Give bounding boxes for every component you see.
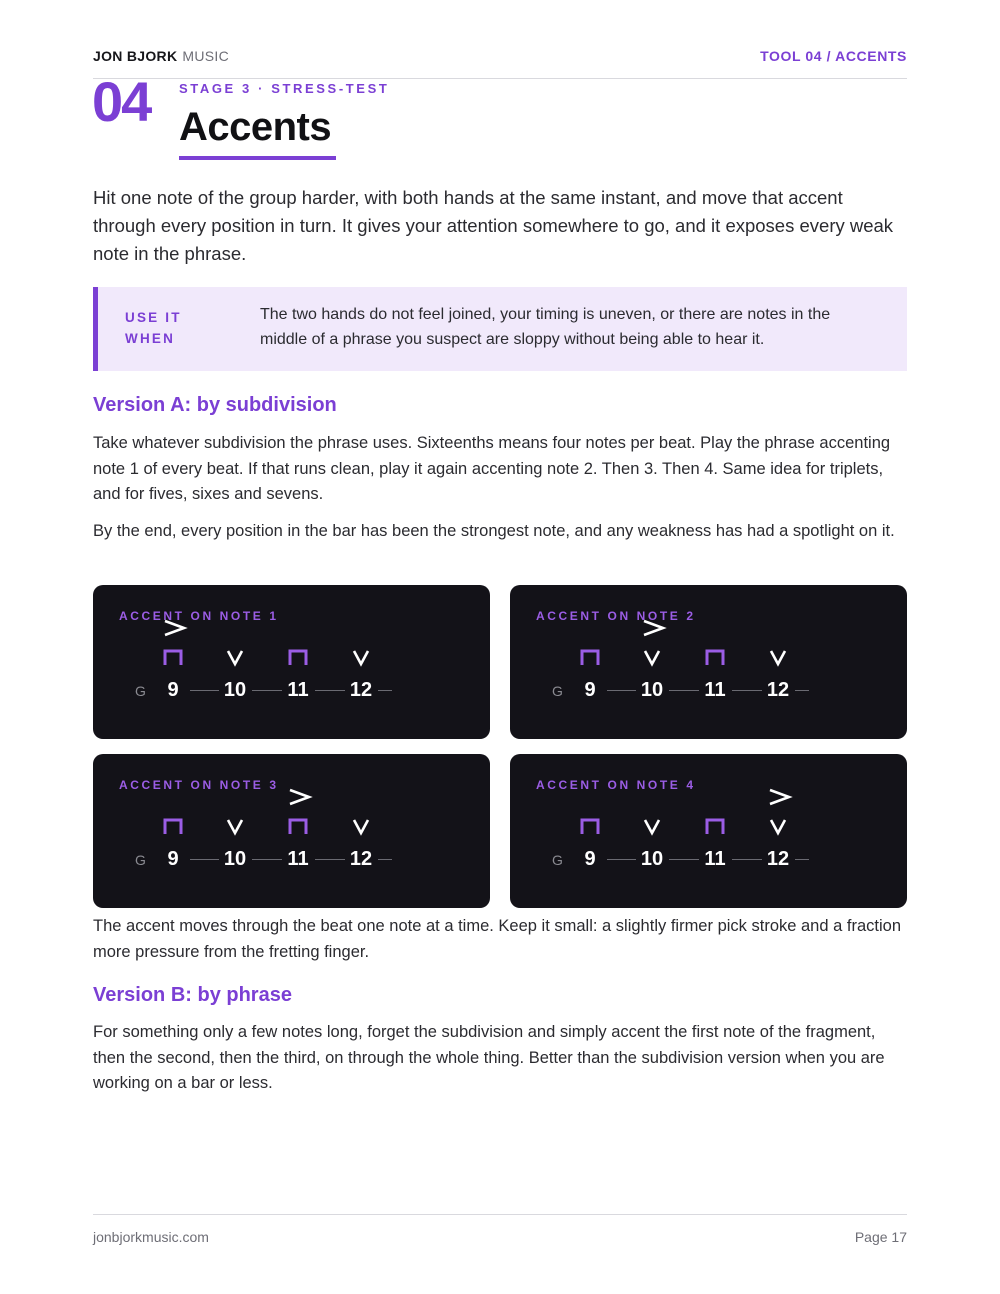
fret-number: 9 (167, 848, 179, 870)
accent-mark-icon (767, 786, 793, 808)
page-header (93, 48, 907, 79)
upstroke-icon (223, 647, 247, 667)
string-line (378, 690, 392, 691)
string-label: G (552, 852, 563, 868)
fret-number: 12 (766, 679, 790, 701)
string-line (315, 859, 345, 860)
downstroke-icon (578, 816, 602, 836)
callout-label: USE IT WHEN (125, 310, 182, 346)
upstroke-icon (766, 647, 790, 667)
string-line (795, 690, 809, 691)
fret-number: 12 (349, 679, 373, 701)
string-label: G (135, 683, 146, 699)
downstroke-icon (161, 816, 185, 836)
accent-card (93, 754, 490, 908)
fret-number: 10 (223, 848, 247, 870)
accent-mark-icon (287, 786, 313, 808)
string-label: G (135, 852, 146, 868)
accent-card-label: ACCENT ON NOTE 1 (119, 609, 279, 623)
tool-tag: TOOL 04 / ACCENTS (760, 48, 907, 64)
upstroke-icon (640, 647, 664, 667)
upstroke-icon (349, 816, 373, 836)
accent-mark-icon (641, 617, 667, 639)
version-a-heading: Version A: by subdivision (93, 394, 337, 416)
accent-card (93, 585, 490, 739)
version-b-heading: Version B: by phrase (93, 984, 292, 1006)
fret-number: 9 (167, 679, 179, 701)
string-line (795, 859, 809, 860)
string-line (669, 859, 699, 860)
string-line (378, 859, 392, 860)
version-b-paragraph: For something only a few notes long, forget the subdivision and simply accent the first note of the fragment, then the second, then the third, on through the whole thing. Better than the subdivision version when you are working on a bar or less. (93, 1023, 885, 1092)
after-diagrams-paragraph: The accent moves through the beat one note at a time. Keep it small: a slightly firmer pick stroke and a fraction more pressure from the fretting finger. (93, 917, 901, 961)
version-a-paragraph-2: By the end, every position in the bar has been the strongest note, and any weakness has had a spotlight on it. (93, 522, 895, 540)
string-line (732, 859, 762, 860)
fret-number: 12 (766, 848, 790, 870)
fret-number: 11 (287, 679, 309, 701)
fret-number: 11 (287, 848, 309, 870)
fret-number: 9 (584, 848, 596, 870)
string-line (669, 690, 699, 691)
fret-number: 10 (640, 848, 664, 870)
stage-label: STAGE 3 · STRESS-TEST (179, 81, 390, 96)
string-line (252, 859, 282, 860)
accent-card-label: ACCENT ON NOTE 3 (119, 778, 279, 792)
title-underline (179, 156, 336, 160)
downstroke-icon (286, 647, 310, 667)
string-line (190, 690, 219, 691)
brand-suffix: MUSIC (182, 48, 230, 64)
accent-card-label: ACCENT ON NOTE 2 (536, 609, 696, 623)
downstroke-icon (703, 647, 727, 667)
brand-name: JON BJORK (93, 48, 178, 64)
string-line (607, 859, 636, 860)
downstroke-icon (578, 647, 602, 667)
page-title: Accents (179, 105, 332, 149)
chapter-number: 04 (92, 70, 151, 133)
use-it-when-callout (93, 287, 907, 371)
callout-text: The two hands do not feel joined, your timing is uneven, or there are notes in the middle of a phrase you suspect are sloppy without being able to hear it. (260, 306, 831, 348)
downstroke-icon (286, 816, 310, 836)
fret-number: 11 (704, 679, 726, 701)
upstroke-icon (766, 816, 790, 836)
brand (93, 48, 229, 64)
version-a-paragraph-1: Take whatever subdivision the phrase uses. Sixteenths means four notes per beat. Play the phrase accenting note 1 of every beat. If that runs clean, play it again accenting note 2. Then 3. Then 4. Same idea for triplets, and for fives, sixes and sevens. (93, 434, 891, 503)
page-footer (93, 1214, 907, 1245)
string-line (732, 690, 762, 691)
fret-number: 10 (640, 679, 664, 701)
string-line (252, 690, 282, 691)
string-line (190, 859, 219, 860)
accent-mark-icon (162, 617, 188, 639)
fret-number: 10 (223, 679, 247, 701)
string-line (315, 690, 345, 691)
string-line (607, 690, 636, 691)
upstroke-icon (640, 816, 664, 836)
downstroke-icon (703, 816, 727, 836)
fret-number: 12 (349, 848, 373, 870)
upstroke-icon (349, 647, 373, 667)
intro-paragraph: Hit one note of the group harder, with both hands at the same instant, and move that accent through every position in turn. It gives your attention somewhere to go, and it exposes every weak note in the phrase. (93, 187, 894, 264)
upstroke-icon (223, 816, 247, 836)
fret-number: 9 (584, 679, 596, 701)
accent-card (510, 754, 907, 908)
fret-number: 11 (704, 848, 726, 870)
accent-card (510, 585, 907, 739)
footer-site: jonbjorkmusic.com (93, 1229, 209, 1245)
downstroke-icon (161, 647, 185, 667)
accent-card-label: ACCENT ON NOTE 4 (536, 778, 696, 792)
string-label: G (552, 683, 563, 699)
page-number: Page 17 (854, 1229, 907, 1245)
